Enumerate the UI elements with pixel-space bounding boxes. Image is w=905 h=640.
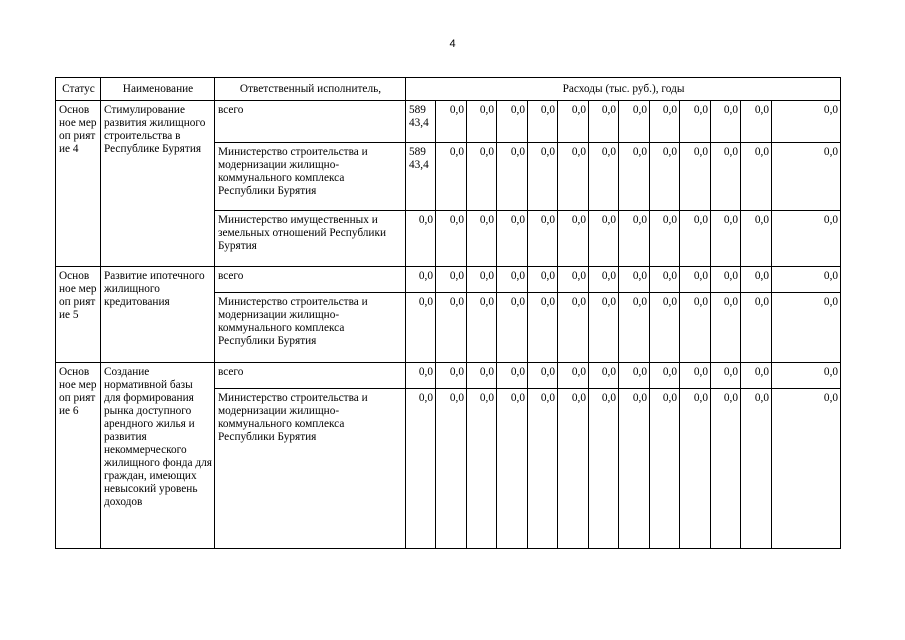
value-cell: 0,0 (436, 363, 467, 389)
header-name: Наименование (101, 78, 215, 101)
table-row (56, 363, 841, 389)
value-cell: 0,0 (650, 363, 680, 389)
value-cell: 0,0 (589, 101, 619, 143)
value-cell: 0,0 (619, 389, 650, 549)
value-cell: 0,0 (650, 267, 680, 293)
value-cell: 0,0 (497, 143, 528, 211)
expenses-table (55, 77, 841, 549)
value-cell: 0,0 (741, 363, 772, 389)
value-cell: 0,0 (589, 363, 619, 389)
value-cell: 0,0 (711, 293, 741, 363)
executor-cell: всего (215, 101, 406, 143)
value-cell: 0,0 (680, 267, 711, 293)
executor-cell: Министерство строительства и модернизации жилищно-коммунального комплекса Республики Бурятия (215, 293, 406, 363)
value-cell: 0,0 (528, 211, 558, 267)
value-cell: 0,0 (558, 267, 589, 293)
value-cell: 0,0 (436, 211, 467, 267)
table-row (56, 101, 841, 143)
value-cell: 0,0 (619, 293, 650, 363)
value-cell: 0,0 (406, 293, 436, 363)
value-cell: 0,0 (497, 211, 528, 267)
value-cell: 0,0 (741, 267, 772, 293)
executor-cell: всего (215, 363, 406, 389)
value-cell: 0,0 (558, 293, 589, 363)
name-cell: Создание нормативной базы для формирования рынка доступного арендного жилья и развития некоммерческого жилищного фонда для граждан, имеющих невысокий уровень доходов (101, 363, 215, 549)
value-cell: 0,0 (711, 267, 741, 293)
executor-cell: всего (215, 267, 406, 293)
value-cell: 0,0 (406, 267, 436, 293)
header-row (56, 78, 841, 101)
value-cell: 0,0 (772, 267, 841, 293)
header-status: Статус (56, 78, 101, 101)
value-cell: 0,0 (406, 211, 436, 267)
value-cell: 0,0 (680, 143, 711, 211)
value-cell: 0,0 (711, 211, 741, 267)
value-cell: 0,0 (589, 211, 619, 267)
value-cell: 0,0 (436, 389, 467, 549)
value-cell: 0,0 (436, 293, 467, 363)
name-cell: Развитие ипотечного жилищного кредитования (101, 267, 215, 363)
value-cell: 0,0 (558, 211, 589, 267)
value-cell: 0,0 (558, 363, 589, 389)
status-cell: Основ ное мероп риятие 6 (56, 363, 101, 549)
value-cell: 0,0 (467, 363, 497, 389)
value-cell: 0,0 (589, 267, 619, 293)
value-cell: 0,0 (741, 101, 772, 143)
header-expenses: Расходы (тыс. руб.), годы (406, 78, 841, 101)
value-cell: 0,0 (528, 293, 558, 363)
value-cell: 0,0 (680, 101, 711, 143)
value-cell: 0,0 (589, 293, 619, 363)
value-cell: 0,0 (772, 211, 841, 267)
header-executor: Ответственный исполнитель, (215, 78, 406, 101)
status-cell: Основ ное мероп риятие 5 (56, 267, 101, 363)
value-cell: 0,0 (772, 363, 841, 389)
value-cell: 0,0 (650, 211, 680, 267)
value-cell: 0,0 (436, 143, 467, 211)
value-cell: 0,0 (650, 101, 680, 143)
value-cell: 0,0 (711, 389, 741, 549)
value-cell: 0,0 (467, 267, 497, 293)
value-cell: 0,0 (589, 143, 619, 211)
value-cell: 0,0 (741, 389, 772, 549)
value-cell: 0,0 (772, 101, 841, 143)
value-cell: 0,0 (558, 389, 589, 549)
value-cell: 0,0 (741, 293, 772, 363)
value-cell: 0,0 (558, 143, 589, 211)
value-cell: 0,0 (619, 363, 650, 389)
value-cell: 0,0 (497, 363, 528, 389)
value-cell: 0,0 (497, 389, 528, 549)
value-cell: 0,0 (558, 101, 589, 143)
value-cell: 0,0 (497, 267, 528, 293)
value-cell: 0,0 (680, 211, 711, 267)
value-cell: 589 43,4 (406, 101, 436, 143)
value-cell: 0,0 (436, 101, 467, 143)
value-cell: 0,0 (436, 267, 467, 293)
value-cell: 0,0 (589, 389, 619, 549)
value-cell: 0,0 (528, 101, 558, 143)
value-cell: 589 43,4 (406, 143, 436, 211)
executor-cell: Министерство имущественных и земельных отношений Республики Бурятия (215, 211, 406, 267)
value-cell: 0,0 (619, 267, 650, 293)
value-cell: 0,0 (711, 143, 741, 211)
value-cell: 0,0 (772, 143, 841, 211)
page-number: 4 (449, 38, 456, 50)
value-cell: 0,0 (619, 143, 650, 211)
value-cell: 0,0 (680, 389, 711, 549)
value-cell: 0,0 (406, 363, 436, 389)
value-cell: 0,0 (497, 101, 528, 143)
value-cell: 0,0 (528, 389, 558, 549)
value-cell: 0,0 (650, 143, 680, 211)
value-cell: 0,0 (741, 143, 772, 211)
value-cell: 0,0 (650, 389, 680, 549)
value-cell: 0,0 (711, 363, 741, 389)
value-cell: 0,0 (467, 101, 497, 143)
value-cell: 0,0 (467, 143, 497, 211)
value-cell: 0,0 (619, 211, 650, 267)
value-cell: 0,0 (680, 293, 711, 363)
value-cell: 0,0 (467, 389, 497, 549)
executor-cell: Министерство строительства и модернизации жилищно-коммунального комплекса Республики Бурятия (215, 389, 406, 549)
value-cell: 0,0 (650, 293, 680, 363)
value-cell: 0,0 (528, 143, 558, 211)
value-cell: 0,0 (619, 101, 650, 143)
table-body (56, 101, 841, 549)
value-cell: 0,0 (467, 211, 497, 267)
value-cell: 0,0 (711, 101, 741, 143)
name-cell: Стимулирование развития жилищного строительства в Республике Бурятия (101, 101, 215, 267)
value-cell: 0,0 (741, 211, 772, 267)
table-row (56, 267, 841, 293)
value-cell: 0,0 (406, 389, 436, 549)
value-cell: 0,0 (772, 293, 841, 363)
status-cell: Основ ное мероп риятие 4 (56, 101, 101, 267)
value-cell: 0,0 (467, 293, 497, 363)
executor-cell: Министерство строительства и модернизации жилищно-коммунального комплекса Республики Бурятия (215, 143, 406, 211)
value-cell: 0,0 (528, 267, 558, 293)
value-cell: 0,0 (680, 363, 711, 389)
value-cell: 0,0 (497, 293, 528, 363)
value-cell: 0,0 (528, 363, 558, 389)
value-cell: 0,0 (772, 389, 841, 549)
